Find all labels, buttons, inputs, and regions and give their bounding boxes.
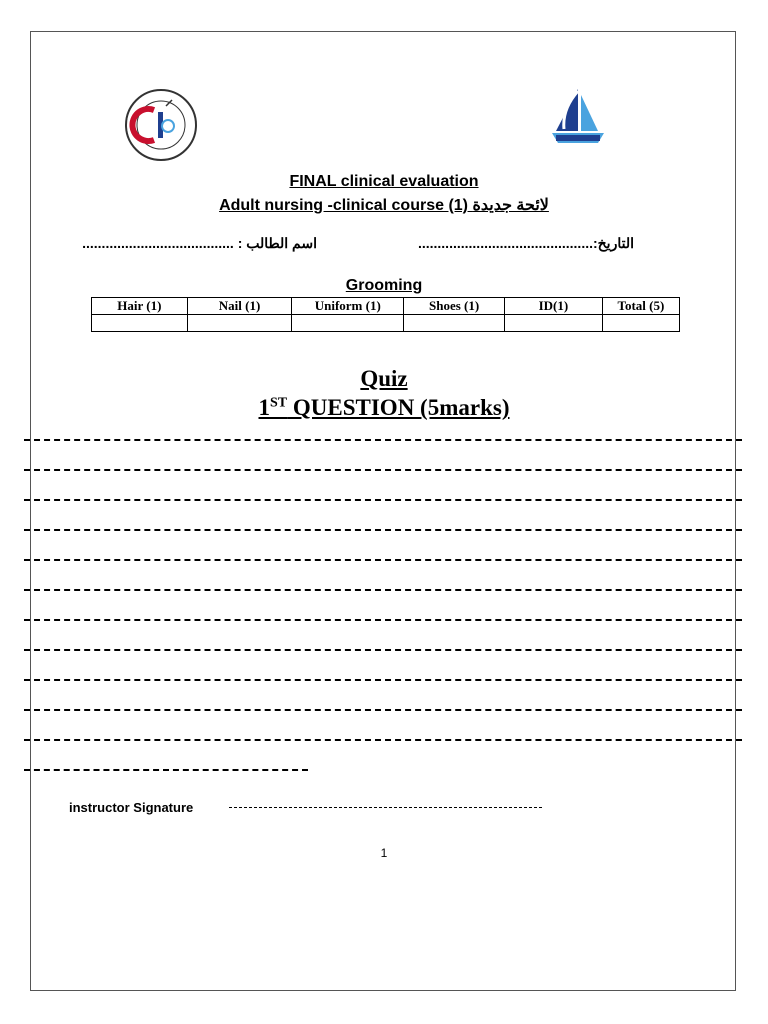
page-number: 1 [380,846,388,860]
table-row [92,315,680,332]
column-header: ID(1) [504,298,602,315]
answer-line[interactable] [24,469,742,471]
score-cell[interactable] [504,315,602,332]
answer-line[interactable] [24,739,742,741]
answer-line[interactable] [24,709,742,711]
column-header: Hair (1) [92,298,188,315]
score-cell[interactable] [292,315,404,332]
column-header: Uniform (1) [292,298,404,315]
answer-line[interactable] [24,529,742,531]
score-cell[interactable] [92,315,188,332]
column-header: Nail (1) [187,298,292,315]
student-name-field[interactable]: اسم الطالب : ....................................... [82,235,317,251]
answer-line[interactable] [24,679,742,681]
answer-line[interactable] [24,649,742,651]
score-cell[interactable] [187,315,292,332]
question-number: 1 [258,395,270,420]
question-heading [0,395,768,421]
answer-line[interactable] [24,559,742,561]
university-logo [548,85,608,147]
score-cell[interactable] [602,315,679,332]
signature-line[interactable] [229,807,542,808]
faculty-of-nursing-logo [124,88,198,162]
answer-line[interactable] [24,439,742,441]
grooming-table [91,297,680,332]
question-text: QUESTION (5marks) [287,395,510,420]
course-title: Adult nursing -clinical course (1) لائحة جديدة [219,197,549,214]
answer-line[interactable] [24,769,308,771]
score-cell[interactable] [404,315,505,332]
table-header-row [92,298,680,315]
answer-line[interactable] [24,619,742,621]
quiz-title: Quiz [360,366,408,391]
column-header: Total (5) [602,298,679,315]
answer-line[interactable] [24,589,742,591]
date-field[interactable]: التاريخ:............................................. [417,235,634,251]
evaluation-title: FINAL clinical evaluation [289,173,479,190]
instructor-signature-label: instructor Signature [69,800,194,815]
answer-line[interactable] [24,499,742,501]
grooming-title: Grooming [345,277,423,294]
question-ordinal-suffix: ST [270,395,288,411]
column-header: Shoes (1) [404,298,505,315]
